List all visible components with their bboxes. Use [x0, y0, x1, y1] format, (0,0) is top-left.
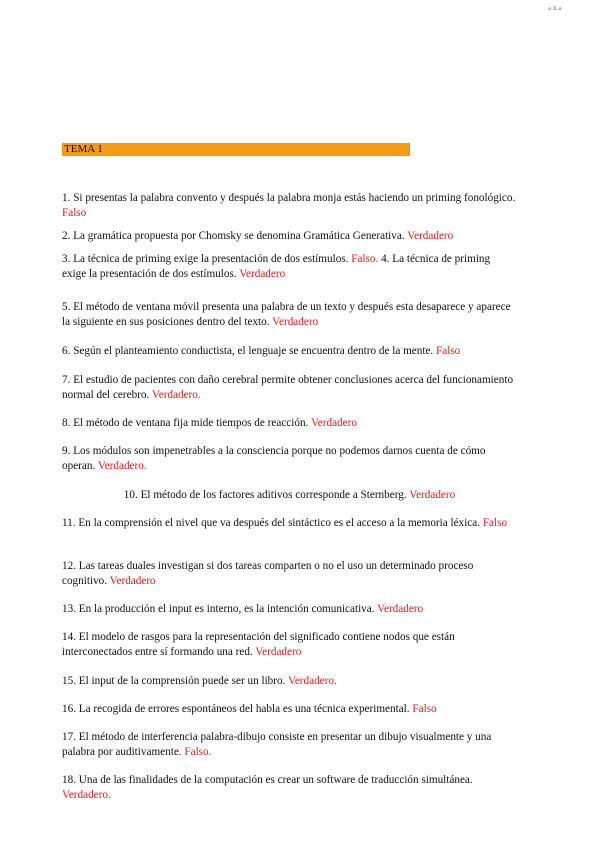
item-answer: Verdadero: [310, 417, 357, 429]
list-item: [62, 516, 517, 531]
list-item: [62, 702, 517, 717]
item-answer: Verdadero.: [97, 460, 147, 472]
list-item: [62, 416, 517, 431]
item-text: 4. La técnica de priming exige la presentación de dos estímulos.: [62, 253, 491, 280]
list-item: [62, 559, 517, 589]
item-answer: Falso: [482, 517, 508, 529]
list-item: [62, 373, 517, 403]
item-answer: Verdadero.: [151, 389, 201, 401]
list-item: [62, 630, 517, 660]
item-answer: Verdadero: [407, 230, 454, 242]
item-text: 18. Una de las finalidades de la computación es crear un software de traducción simultánea.: [62, 774, 473, 786]
list-item: [62, 730, 517, 760]
item-text: 5. El método de ventana móvil presenta una palabra de un texto y después esta desaparece y aparece la siguiente en sus posiciones dentro del texto.: [62, 301, 511, 328]
item-answer: Verdadero: [239, 268, 286, 280]
list-item: [62, 773, 517, 803]
list-item: [62, 252, 517, 282]
item-text: 11. En la comprensión el nivel que va después del sintáctico es el acceso a la memoria léxica.: [62, 517, 481, 529]
item-answer: Verdadero: [272, 316, 319, 328]
item-text: 8. El método de ventana fija mide tiempos de reacción.: [62, 417, 309, 429]
item-text: 6. Según el planteamiento conductista, el lenguaje se encuentra dentro de la mente.: [62, 345, 434, 357]
list-item: [62, 674, 517, 689]
item-text: 14. El modelo de rasgos para la representación del significado contiene nodos que están interconectados entre sí formando una red.: [62, 631, 455, 658]
item-answer: Verdadero: [255, 646, 302, 658]
item-text: 3. La técnica de priming exige la presentación de dos estímulos.: [62, 253, 349, 265]
item-answer: Falso: [436, 345, 461, 357]
list-item: [62, 229, 517, 244]
item-text: 1. Si presentas la palabra convento y después la palabra monja estás haciendo un priming fonológico.: [62, 192, 516, 204]
item-text: 2. La gramática propuesta por Chomsky se denomina Gramática Generativa.: [62, 230, 405, 242]
item-answer: Verdadero: [377, 603, 424, 615]
item-text: 16. La recogida de errores espontáneos del habla es una técnica experimental.: [62, 703, 410, 715]
item-text: 12. Las tareas duales investigan si dos tareas comparten o no el uso un determinado proceso cognitivo.: [62, 560, 474, 587]
item-text: 15. El input de la comprensión puede ser un libro.: [62, 675, 286, 687]
item-answer: Falso: [62, 207, 87, 219]
list-item: [62, 602, 517, 617]
section-title: TEMA 1: [62, 143, 410, 156]
item-text: 13. En la producción el input es interno, es la intención comunicativa.: [62, 603, 375, 615]
item-answer: Verdadero: [409, 489, 456, 501]
item-answer: Falso: [412, 703, 437, 715]
item-text: 7. El estudio de pacientes con daño cerebral permite obtener conclusiones acerca del funcionamiento normal del cerebro.: [62, 374, 514, 401]
item-answer: Verdadero: [109, 575, 156, 587]
item-answer: Verdadero.: [288, 675, 337, 687]
item-text: 17. El método de interferencia palabra-dibujo consiste en presentar un dibujo visualmente y una palabra por auditivamente.: [62, 731, 492, 758]
list-item: [62, 444, 517, 474]
list-item: [62, 191, 517, 221]
item-answer: Falso.: [184, 746, 212, 758]
item-text: 10. El método de los factores aditivos corresponde a Sternberg.: [123, 489, 407, 501]
list-item: [62, 344, 517, 359]
item-answer: Verdadero.: [62, 789, 111, 801]
list-item: [62, 488, 517, 503]
item-text: 9. Los módulos son impenetrables a la consciencia porque no podemos darnos cuenta de cómo operan.: [62, 445, 486, 472]
corner-mark: a.h.a: [548, 6, 562, 12]
item-answer: Falso.: [351, 253, 379, 265]
list-item: [62, 300, 517, 330]
